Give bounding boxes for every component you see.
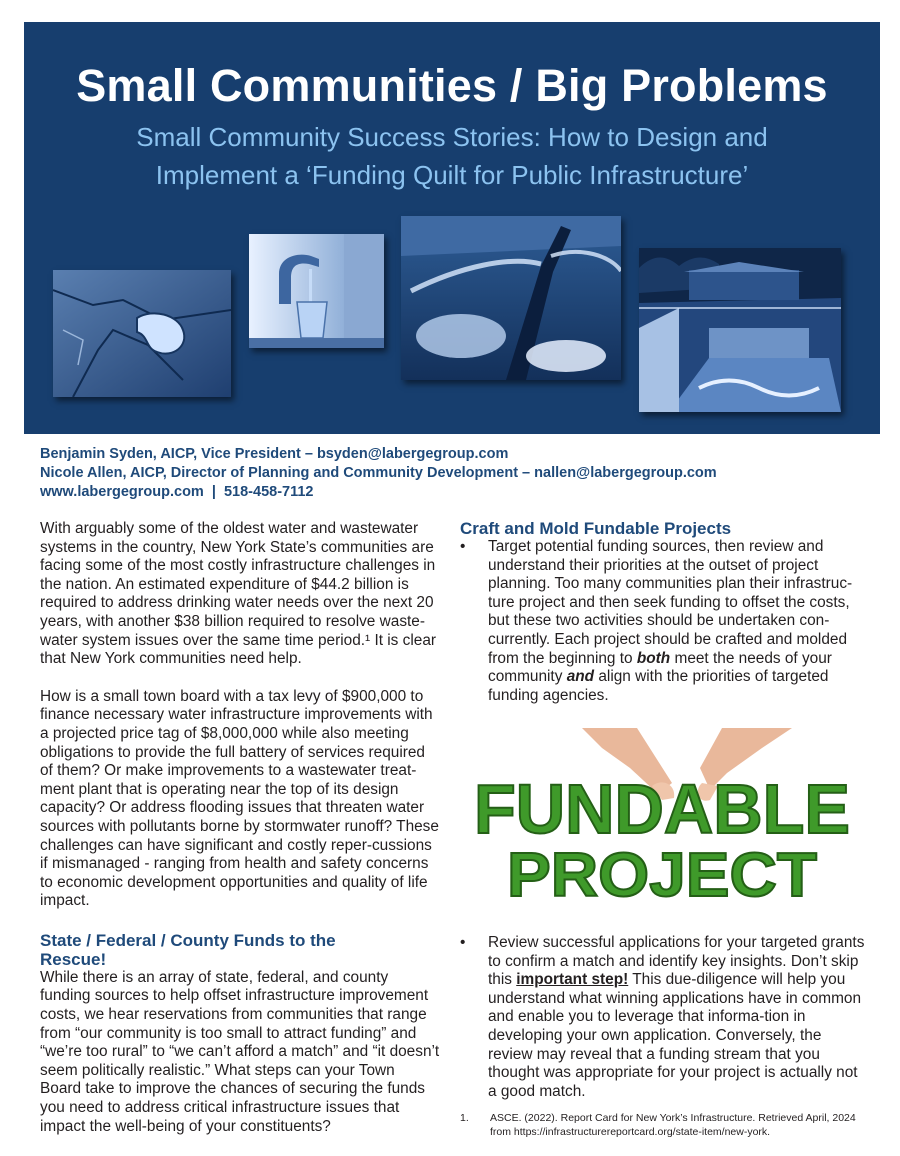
faucet-photo bbox=[249, 234, 384, 348]
fundable-word: FUNDABLE bbox=[474, 770, 850, 848]
subtitle-line-1: Small Community Success Stories: How to Design and bbox=[136, 122, 768, 152]
project-word: PROJECT bbox=[507, 841, 818, 910]
bullet-marker: • bbox=[460, 934, 466, 951]
page-subtitle bbox=[24, 118, 880, 194]
right-column bbox=[460, 519, 865, 705]
bullet-target-sources: • Target potential funding sources, then review and understand their priorities at the outset of project planning. Too many communities plan their infrastruc-ture project and then seek funding to offset the costs, but these two activities should be undertaken con-currently. Each project should be crafted and molded from the beginning to both meet the needs of your community and align with the priorities of targeted funding agencies. bbox=[460, 538, 853, 704]
left-column bbox=[40, 520, 440, 1136]
subtitle-line-2: Implement a ‘Funding Quilt for Public Infrastructure’ bbox=[155, 160, 749, 190]
page-title: Small Communities / Big Problems bbox=[76, 60, 828, 111]
funds-paragraph: While there is an array of state, federal, and county funding sources to help offset infrastructure improvement costs, we hear reservations from communities that range from “our community is too small to attract funding” and “we’re too rural” to “we can’t afford a match” and “it doesn’t seem politically realistic.” What steps can your Town Board take to improve the chances of securing the funds you need to address critical infrastructure issues that impact the well-being of your constituents? bbox=[40, 968, 440, 1135]
pothole-photo bbox=[53, 270, 231, 397]
right-column-lower bbox=[460, 934, 865, 1139]
footnote bbox=[460, 1111, 865, 1139]
contact-line-allen: Nicole Allen, AICP, Director of Planning and Community Development – nallen@labergegroup.com bbox=[40, 465, 717, 481]
contact-info bbox=[40, 445, 717, 502]
important-step-emphasis: important step! bbox=[516, 971, 629, 989]
intro-paragraph: With arguably some of the oldest water and wastewater systems in the country, New York State’s communities are facing some of the most costly infrastructure challenges in the nation. An estimated expenditure of $44.2 billion is required to address drinking water needs over the next 20 years, with another $38 billion required to resolve waste-water system issues over the same time period.¹ It is clear that New York communities need help. bbox=[40, 520, 437, 668]
emphasis-and: and bbox=[566, 668, 595, 686]
footnote-number: 1. bbox=[460, 1112, 469, 1125]
footnote-text: ASCE. (2022). Report Card for New York’s Infrastructure. Retrieved April, 2024 from https://infrastructurereportcard.org/state-item/new-york. bbox=[490, 1112, 856, 1139]
contact-line-syden: Benjamin Syden, AICP, Vice President – bsyden@labergegroup.com bbox=[40, 446, 509, 462]
fundable-project-image bbox=[462, 728, 862, 918]
section-heading-funds: State / Federal / County Funds to the Rescue! bbox=[40, 930, 336, 969]
contact-line-website: www.labergegroup.com | 518-458-7112 bbox=[40, 484, 314, 500]
bullet-marker: • bbox=[460, 538, 466, 555]
treatment-plant-photo bbox=[639, 248, 841, 412]
header-banner bbox=[24, 22, 880, 434]
emphasis-both: both bbox=[636, 649, 671, 667]
burst-pipe-photo bbox=[401, 216, 621, 380]
section-heading-craft: Craft and Mold Fundable Projects bbox=[460, 519, 732, 538]
challenges-paragraph: How is a small town board with a tax levy of $900,000 to finance necessary water infrastructure improvements with a projected price tag of $8,000,000 while also meeting obligations to provide the full battery of services required of them? Or make improvements to a wastewater treat-ment plant that is operating near the top of its design capacity? Or address flooding issues that threaten water sources with pollutants borne by stormwater runoff? These challenges can have significant and costly reper-cussions if mismanaged - ranging from health and safety concerns to economic development opportunities and quality of life impact. bbox=[40, 687, 439, 910]
bullet-review-applications: • Review successful applications for your targeted grants to confirm a match and identify key insights. Don’t skip this important step! This due-diligence will help you understand what winning applications have in common and enable you to leverage that informa-tion in developing your own application. Conversely, the review may reveal that a funding stream that you thought was appropriate for your project is actually not a good match. bbox=[460, 934, 865, 1100]
